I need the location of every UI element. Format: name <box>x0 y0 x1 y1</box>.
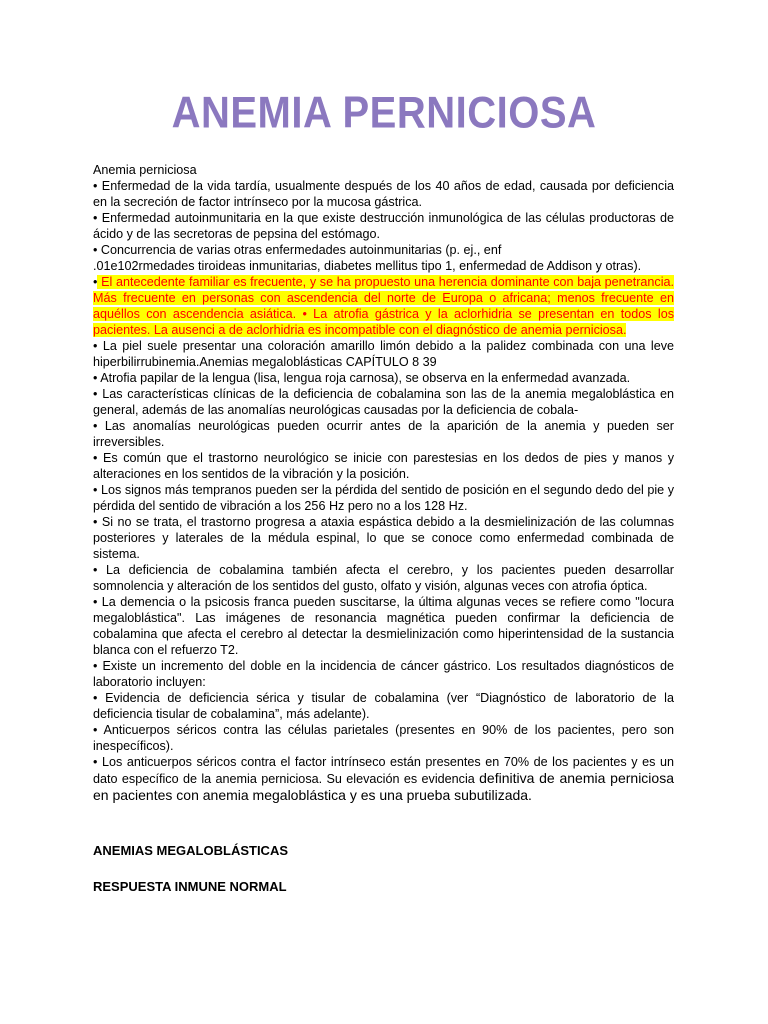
paragraph-text-large: definitiva de anemia perniciosa en pacientes con anemia megaloblástica y es una prueba subutilizada. <box>93 770 674 803</box>
paragraph: • Evidencia de deficiencia sérica y tisular de cobalamina (ver “Diagnóstico de laboratorio de la deficiencia tisular de cobalamina”, más adelante). <box>93 691 674 721</box>
bullet: • <box>93 275 98 289</box>
paragraph: • La demencia o la psicosis franca pueden suscitarse, la última algunas veces se refiere como "locura megaloblástica". Las imágenes de resonancia magnética pueden confirmar la deficiencia de cobalamina que afecta el cerebro al detectar la desmielinización como hiperintensidad de la sustancia blanca con el refuerzo T2. <box>93 595 674 657</box>
document-body <box>93 162 674 804</box>
paragraph: • Si no se trata, el trastorno progresa a ataxia espástica debido a la desmielinización de las columnas posteriores y laterales de la médula espinal, lo que se conoce como enfermedad combinada de sistema. <box>93 515 674 561</box>
paragraph: • La deficiencia de cobalamina también afecta el cerebro, y los pacientes pueden desarrollar somnolencia y alteración de los sentidos del gusto, olfato y visión, algunas veces con atrofia óptica. <box>93 563 674 593</box>
paragraph: Anemia perniciosa <box>93 163 197 177</box>
paragraph: • Las anomalías neurológicas pueden ocurrir antes de la aparición de la anemia y pueden ser irreversibles. <box>93 419 674 449</box>
paragraph-text: • Los anticuerpos séricos contra el factor intrínseco están presentes en 70% de los pacientes y es un dato específico de la anemia perniciosa. Su elevación es evidencia <box>93 755 674 786</box>
paragraph: • Atrofia papilar de la lengua (lisa, lengua roja carnosa), se observa en la enfermedad avanzada. <box>93 371 631 385</box>
paragraph: .01e102rmedades tiroideas inmunitarias, diabetes mellitus tipo 1, enfermedad de Addison y otras). <box>93 259 642 273</box>
page-title: ANEMIA PERNICIOSA <box>171 88 597 138</box>
paragraph: • Existe un incremento del doble en la incidencia de cáncer gástrico. Los resultados diagnósticos de laboratorio incluyen: <box>93 659 674 689</box>
paragraph: • Enfermedad de la vida tardía, usualmente después de los 40 años de edad, causada por deficiencia en la secreción de factor intrínseco por la mucosa gástrica. <box>93 179 674 209</box>
section-heading: RESPUESTA INMUNE NORMAL <box>93 879 287 894</box>
section-heading: ANEMIAS MEGALOBLÁSTICAS <box>93 843 288 858</box>
highlighted-text: El antecedente familiar es frecuente, y se ha propuesto una herencia dominante con baja penetrancia. Más frecuente en personas con ascendencia del norte de Europa o africana; menos frecuente en aquéllos con ascendencia asiática. • La atrofia gástrica y la aclorhidria se presentan en todos los pacientes. La ausenci a de aclorhidria es incompatible con el diagnóstico de anemia perniciosa. <box>93 275 674 337</box>
paragraph <box>93 754 674 804</box>
paragraph: • Los signos más tempranos pueden ser la pérdida del sentido de posición en el segundo dedo del pie y pérdida del sentido de vibración a los 256 Hz pero no a los 128 Hz. <box>93 483 674 513</box>
paragraph: • Anticuerpos séricos contra las células parietales (presentes en 90% de los pacientes, pero son inespecíficos). <box>93 723 674 753</box>
paragraph: • Es común que el trastorno neurológico se inicie con parestesias en los dedos de pies y manos y alteraciones en los sentidos de la vibración y la posición. <box>93 451 674 481</box>
paragraph: • Concurrencia de varias otras enfermedades autoinmunitarias (p. ej., enf <box>93 243 502 257</box>
paragraph: • Las características clínicas de la deficiencia de cobalamina son las de la anemia megaloblástica en general, además de las anomalías neurológicas causadas por la deficiencia de cobala- <box>93 387 674 417</box>
paragraph: • La piel suele presentar una coloración amarillo limón debido a la palidez combinada con una leve hiperbilirrubinemia.Anemias megaloblásticas CAPÍTULO 8 39 <box>93 339 674 369</box>
highlighted-paragraph <box>93 274 674 338</box>
paragraph: • Enfermedad autoinmunitaria en la que existe destrucción inmunológica de las células productoras de ácido y de las secretoras de pepsina del estómago. <box>93 211 674 241</box>
